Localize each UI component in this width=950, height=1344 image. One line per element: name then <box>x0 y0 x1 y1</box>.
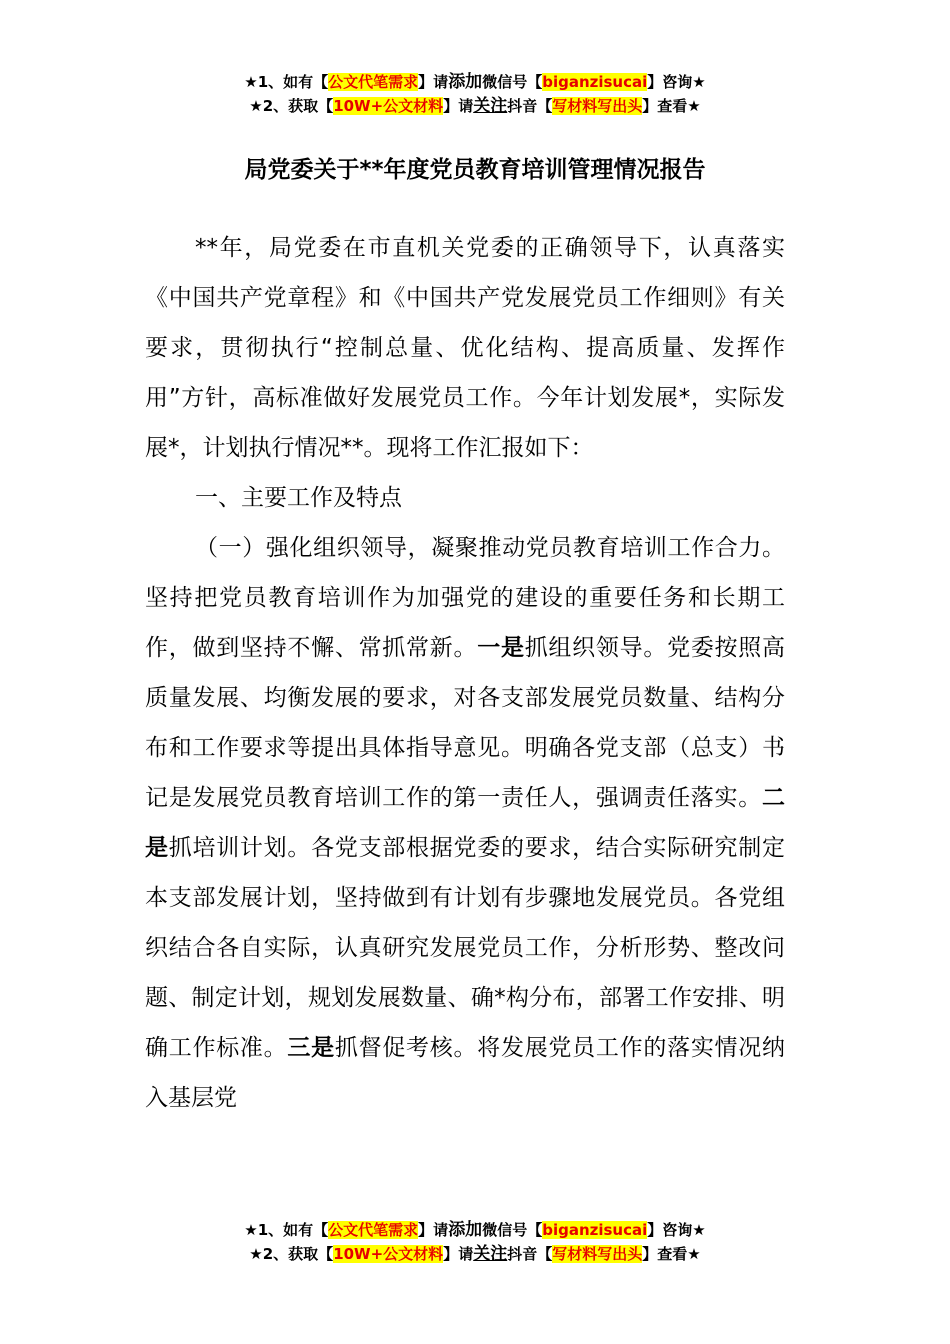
banner-text: ★2、获取【 <box>249 97 334 115</box>
banner-text: ★2、获取【 <box>249 1245 334 1263</box>
banner-text: 】咨询★ <box>647 1221 706 1239</box>
banner-highlight: 公文代笔需求 <box>328 73 419 91</box>
banner-text: 】咨询★ <box>647 73 706 91</box>
banner-emphasis: 关注 <box>473 96 508 116</box>
banner-emphasis: 添加 <box>448 72 483 92</box>
bold-marker: 三是 <box>287 1035 335 1061</box>
paragraph-text: 抓督促考核。将发展党员工作的落实情况纳入基层党 <box>145 1035 786 1111</box>
banner-line-1 <box>0 1218 950 1242</box>
paragraph-intro: **年，局党委在市直机关党委的正确领导下，认真落实《中国共产党章程》和《中国共产党发展党员工作细则》有关要求，贯彻执行“控制总量、优化结构、提高质量、发挥作用”方针，高标准做好发展党员工作。今年计划发展*，实际发展*，计划执行情况**。现将工作汇报如下： <box>145 235 785 461</box>
top-banner <box>0 70 950 118</box>
banner-text: 】请 <box>443 97 474 115</box>
paragraph-text: 抓组织领导。党委按照高质量发展、均衡发展的要求，对各支部发展党员数量、结构分布和工作要求等提出具体指导意见。明确各党支部（总支）书记是发展党员教育培训工作的第一责任人，强调责任落实。 <box>145 635 786 811</box>
banner-text: 】查看★ <box>642 97 701 115</box>
paragraph-text: （一）强化组织领导，凝聚推动党员教育培训工作合力。坚持把党员教育培训作为加强党的建设的重要任务和长期工作，做到坚持不懈、常抓常新。 <box>145 535 785 661</box>
banner-highlight: 写材料写出头 <box>552 97 643 115</box>
bold-marker: 二是 <box>145 785 785 861</box>
banner-emphasis: 添加 <box>448 1220 483 1240</box>
banner-text: 抖音【 <box>507 97 553 115</box>
banner-text: 微信号【 <box>482 1221 543 1239</box>
paragraph-section-1 <box>145 523 785 1123</box>
banner-text: 抖音【 <box>507 1245 553 1263</box>
banner-line-2 <box>0 1242 950 1266</box>
banner-text: 】请 <box>418 1221 449 1239</box>
banner-text: ★1、如有【 <box>244 73 329 91</box>
banner-text: 】查看★ <box>642 1245 701 1263</box>
bold-marker: 一是 <box>477 635 525 661</box>
banner-text: ★1、如有【 <box>244 1221 329 1239</box>
bottom-banner <box>0 1218 950 1266</box>
banner-emphasis: 关注 <box>473 1244 508 1264</box>
banner-text: 微信号【 <box>482 73 543 91</box>
banner-highlight: 10W+公文材料 <box>333 97 444 115</box>
banner-text: 】请 <box>443 1245 474 1263</box>
section-heading: 一、主要工作及特点 <box>195 485 402 511</box>
banner-line-1 <box>0 70 950 94</box>
banner-line-2 <box>0 94 950 118</box>
document-body <box>145 223 785 1123</box>
paragraph-text: 抓培训计划。各党支部根据党委的要求，结合实际研究制定本支部发展计划，坚持做到有计划有步骤地发展党员。各党组织结合各自实际，认真研究发展党员工作，分析形势、整改问题、制定计划，规划发展数量、确*构分布，部署工作安排、明确工作标准。 <box>145 835 786 1061</box>
banner-text: 】请 <box>418 73 449 91</box>
page-title: 局党委关于**年度党员教育培训管理情况报告 <box>244 157 706 183</box>
banner-highlight: 写材料写出头 <box>552 1245 643 1263</box>
banner-highlight: biganzisucai <box>542 1221 648 1239</box>
banner-highlight: 公文代笔需求 <box>328 1221 419 1239</box>
banner-highlight: 10W+公文材料 <box>333 1245 444 1263</box>
banner-highlight: biganzisucai <box>542 73 648 91</box>
